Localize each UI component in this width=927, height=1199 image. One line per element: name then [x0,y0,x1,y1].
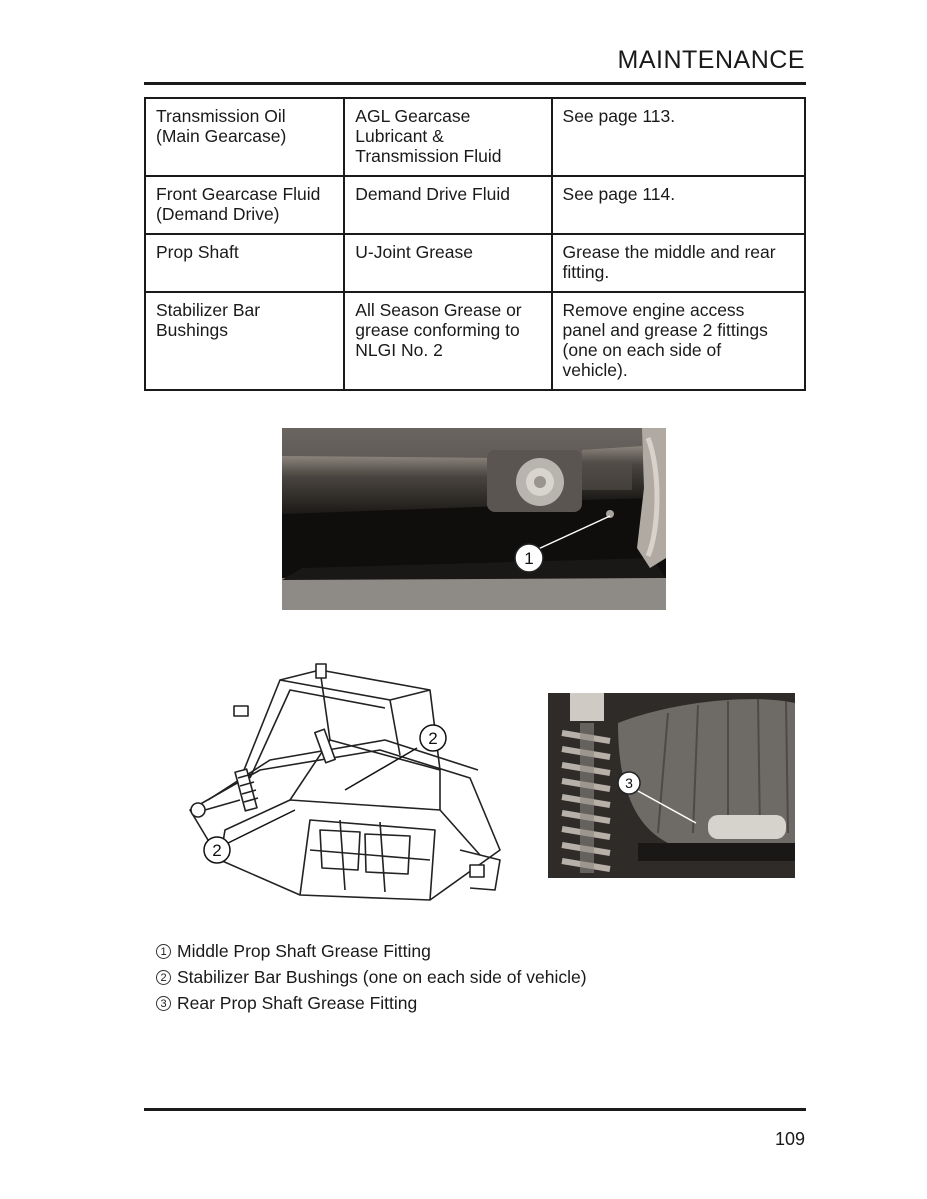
legend-number: 2 [156,970,171,985]
table-cell-item: Transmission Oil (Main Gearcase) [145,98,344,176]
legend-item [156,938,587,964]
legend-number: 1 [156,944,171,959]
prop-shaft-photo [282,428,666,610]
prop-shaft-illustration [282,428,666,610]
table-row [145,176,805,234]
lubrication-table [144,97,806,391]
legend-number: 3 [156,996,171,1011]
table-cell-item: Front Gearcase Fluid (Demand Drive) [145,176,344,234]
figure-legend [156,938,587,1016]
callout-2b-label: 2 [212,841,222,860]
legend-text: Rear Prop Shaft Grease Fitting [177,992,418,1013]
frame-diagram [180,660,510,918]
frame-illustration [180,660,510,918]
rear-prop-shaft-photo [548,693,795,878]
legend-text: Stabilizer Bar Bushings (one on each side of vehicle) [177,966,587,987]
table-cell-method: See page 113. [552,98,805,176]
rear-prop-shaft-illustration [548,693,795,878]
table-row [145,98,805,176]
table-cell-lubricant: U-Joint Grease [344,234,551,292]
table-row [145,234,805,292]
header-rule [144,82,806,85]
table-row [145,292,805,390]
table-cell-lubricant: AGL Gearcase Lubricant & Transmission Fluid [344,98,551,176]
footer-rule [144,1108,806,1111]
table-cell-item: Prop Shaft [145,234,344,292]
table-cell-item: Stabilizer Bar Bushings [145,292,344,390]
legend-text: Middle Prop Shaft Grease Fitting [177,940,431,961]
callout-1-label: 1 [524,549,534,568]
table-cell-lubricant: All Season Grease or grease conforming to NLGI No. 2 [344,292,551,390]
table-cell-method: Grease the middle and rear fitting. [552,234,805,292]
legend-item [156,964,587,990]
section-title: MAINTENANCE [617,46,805,74]
table-cell-method: See page 114. [552,176,805,234]
callout-2a-label: 2 [428,729,438,748]
page-number: 109 [774,1129,805,1149]
table-cell-lubricant: Demand Drive Fluid [344,176,551,234]
callout-3-label: 3 [625,775,633,791]
table-cell-method: Remove engine access panel and grease 2 fittings (one on each side of vehicle). [552,292,805,390]
legend-item [156,990,587,1016]
